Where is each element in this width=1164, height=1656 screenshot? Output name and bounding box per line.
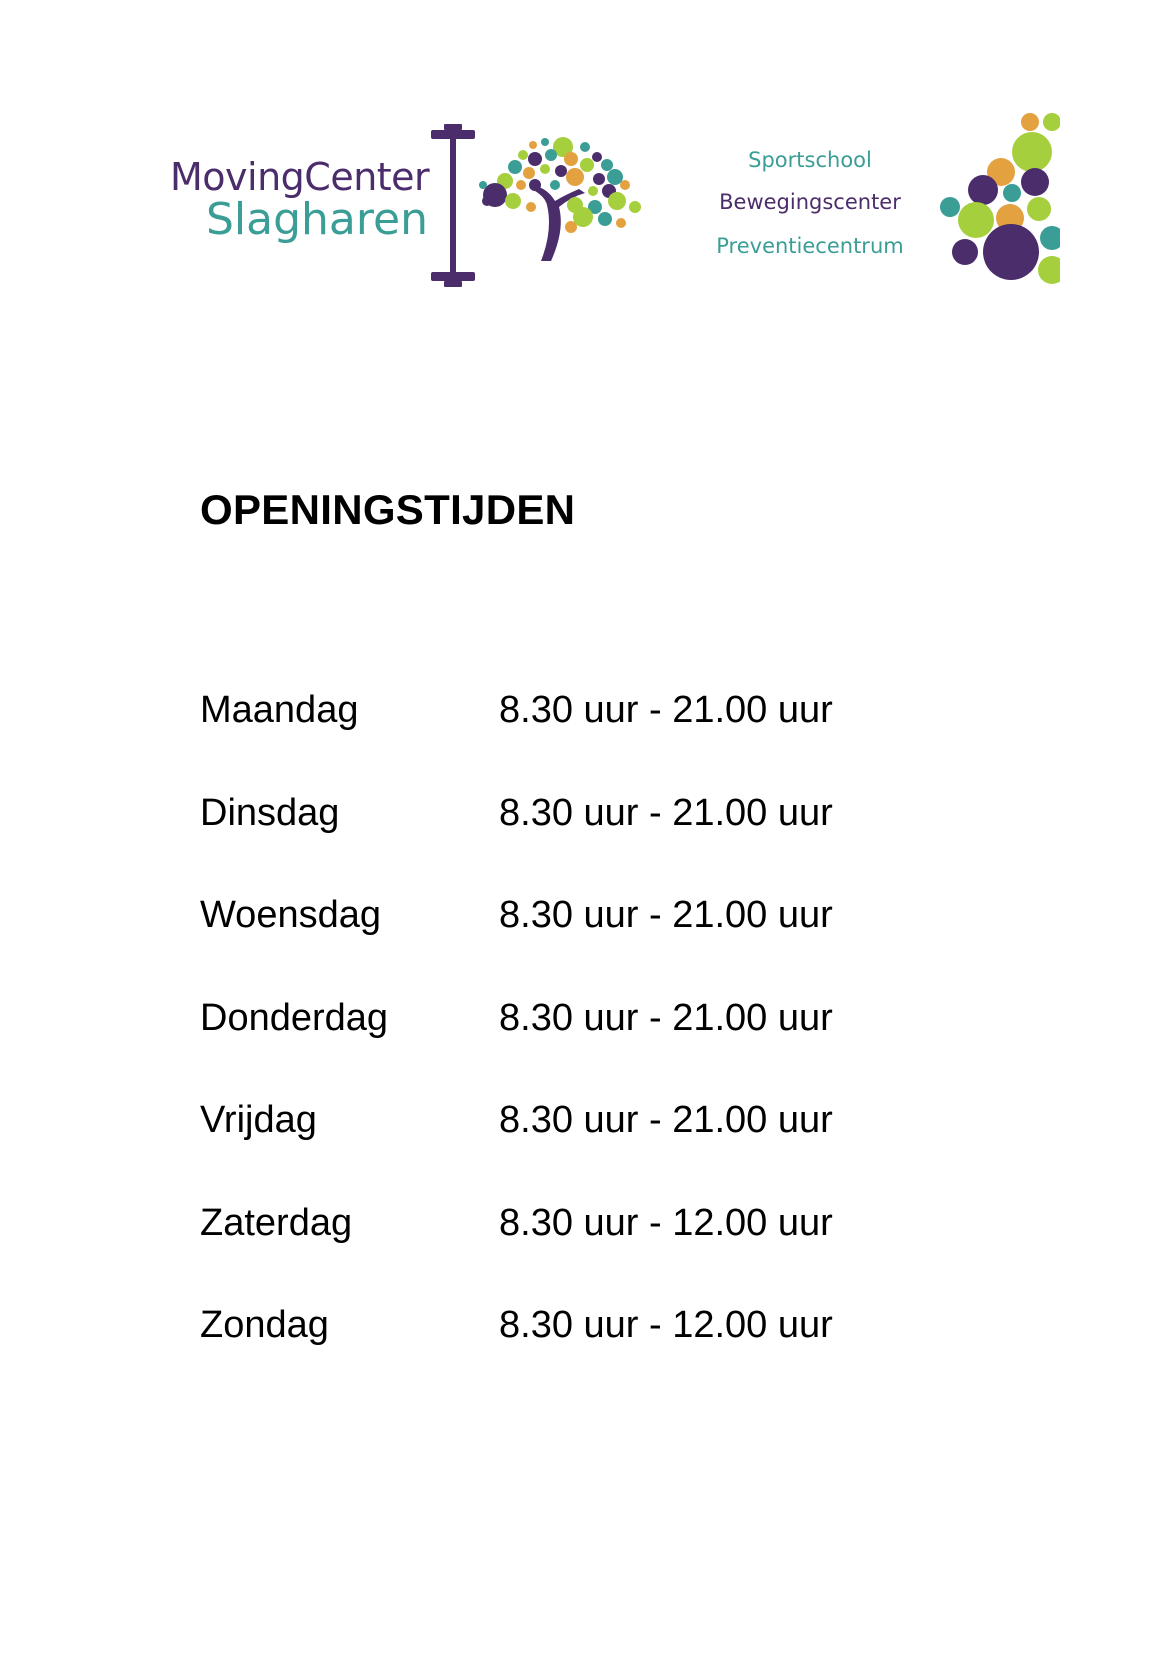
barbell-icon bbox=[428, 124, 478, 296]
schedule-row bbox=[200, 1305, 1000, 1408]
hours-value: 8.30 uur - 12.00 uur bbox=[499, 1201, 833, 1244]
tagline-preventiecentrum: Preventiecentrum bbox=[716, 234, 904, 258]
hours-value: 8.30 uur - 21.00 uur bbox=[499, 791, 833, 834]
dots-decoration-icon bbox=[940, 112, 1060, 297]
day-label: Zondag bbox=[200, 1304, 329, 1346]
taglines bbox=[680, 150, 940, 257]
opening-hours-list bbox=[200, 690, 1000, 1408]
hours-value: 8.30 uur - 21.00 uur bbox=[499, 689, 833, 731]
day-label: Donderdag bbox=[200, 996, 389, 1039]
schedule-row bbox=[200, 1100, 1000, 1203]
day-label: Dinsdag bbox=[200, 791, 340, 834]
day-label: Woensdag bbox=[200, 894, 381, 936]
hours-value: 8.30 uur - 21.00 uur bbox=[499, 996, 833, 1039]
hours-value: 8.30 uur - 21.00 uur bbox=[499, 894, 833, 936]
page-title: OPENINGSTIJDEN bbox=[200, 486, 576, 533]
brand-line-1: MovingCenter bbox=[170, 155, 430, 199]
header bbox=[0, 0, 1164, 320]
tree-logo-icon bbox=[475, 135, 665, 275]
schedule-row bbox=[200, 895, 1000, 998]
tagline-sportschool: Sportschool bbox=[748, 148, 872, 172]
schedule-row bbox=[200, 1203, 1000, 1306]
hours-value: 8.30 uur - 21.00 uur bbox=[499, 1099, 833, 1141]
day-label: Zaterdag bbox=[200, 1201, 353, 1244]
brand-line-2: Slagharen bbox=[206, 194, 428, 245]
day-label: Vrijdag bbox=[200, 1099, 317, 1141]
schedule-row bbox=[200, 998, 1000, 1101]
tagline-bewegingscenter: Bewegingscenter bbox=[719, 190, 901, 214]
hours-value: 8.30 uur - 12.00 uur bbox=[499, 1304, 833, 1346]
brand-name bbox=[170, 155, 430, 245]
schedule-row bbox=[200, 793, 1000, 896]
day-label: Maandag bbox=[200, 689, 359, 731]
schedule-row bbox=[200, 690, 1000, 793]
